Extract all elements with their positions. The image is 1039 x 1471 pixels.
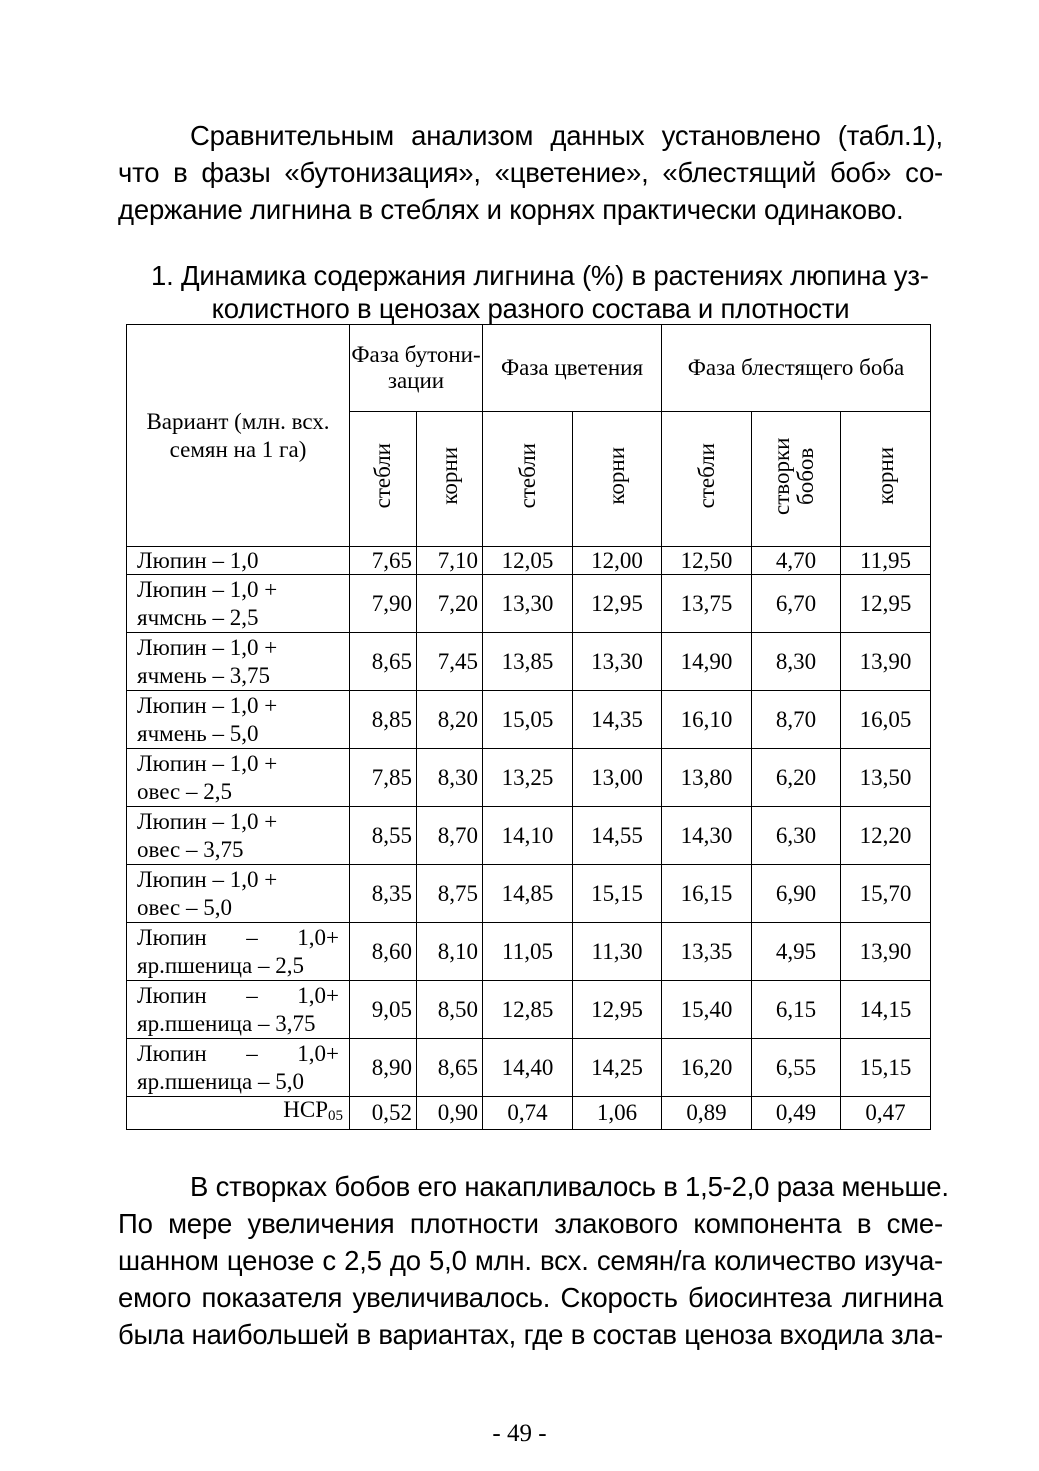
variant-text: овес – 2,5	[137, 778, 232, 804]
value-cell: 6,70	[752, 575, 841, 633]
subheader-roots: корни	[573, 412, 662, 547]
table-row	[127, 633, 931, 691]
value-cell: 12,95	[841, 575, 931, 633]
value-cell: 15,15	[573, 865, 662, 923]
value-cell: 13,35	[662, 923, 752, 981]
table-caption	[118, 259, 943, 325]
variant-text: Люпин	[137, 982, 207, 1008]
value-cell: 13,90	[841, 633, 931, 691]
variant-cell	[127, 691, 350, 749]
value-cell: 4,70	[752, 547, 841, 575]
value-cell: 8,60	[350, 923, 417, 981]
text-line: емого показателя увеличивалось. Скорость биосинтеза лигнина	[118, 1282, 943, 1313]
lsd-value-cell: 0,89	[662, 1097, 752, 1130]
value-cell: 8,50	[417, 981, 483, 1039]
value-cell: 15,05	[483, 691, 573, 749]
variant-text: Люпин – 1,0 +	[137, 808, 278, 834]
value-cell: 12,05	[483, 547, 573, 575]
value-cell: 14,90	[662, 633, 752, 691]
variant-text: Люпин	[137, 924, 207, 950]
variant-text: –	[246, 924, 258, 950]
text-line: В створках бобов его накапливалось в 1,5-2,0 раза меньше.	[190, 1171, 949, 1202]
variant-text: яр.пшеница – 5,0	[137, 1068, 304, 1094]
phase-header-budding: Фаза бутони-зации	[350, 325, 483, 412]
value-cell: 9,05	[350, 981, 417, 1039]
variant-text: Люпин – 1,0 +	[137, 692, 278, 718]
value-cell: 14,40	[483, 1039, 573, 1097]
variant-text: Люпин – 1,0	[137, 547, 259, 573]
value-cell: 8,65	[350, 633, 417, 691]
variant-cell	[127, 807, 350, 865]
variant-cell	[127, 1039, 350, 1097]
text-line: была наибольшей в вариантах, где в состав ценоза входила зла-	[118, 1319, 943, 1350]
variant-text: 1,0+	[297, 1040, 339, 1066]
value-cell: 13,30	[573, 633, 662, 691]
value-cell: 13,00	[573, 749, 662, 807]
value-cell: 12,20	[841, 807, 931, 865]
variant-cell	[127, 633, 350, 691]
value-cell: 8,90	[350, 1039, 417, 1097]
value-cell: 8,10	[417, 923, 483, 981]
lsd-row	[127, 1097, 931, 1130]
variant-text: яр.пшеница – 2,5	[137, 952, 304, 978]
value-cell: 8,30	[752, 633, 841, 691]
value-cell: 15,40	[662, 981, 752, 1039]
paragraph-intro	[118, 117, 943, 228]
variant-text: Люпин	[137, 1040, 207, 1066]
value-cell: 6,20	[752, 749, 841, 807]
value-cell: 14,25	[573, 1039, 662, 1097]
text-line: держание лигнина в стеблях и корнях практически одинаково.	[118, 194, 904, 225]
caption-line: 1. Динамика содержания лигнина (%) в растениях люпина уз-	[151, 260, 929, 291]
value-cell: 12,50	[662, 547, 752, 575]
value-cell: 7,10	[417, 547, 483, 575]
value-cell: 13,80	[662, 749, 752, 807]
value-cell: 14,15	[841, 981, 931, 1039]
lsd-value-cell: 1,06	[573, 1097, 662, 1130]
variant-text: –	[246, 982, 258, 1008]
table-row	[127, 1039, 931, 1097]
variant-cell	[127, 547, 350, 575]
value-cell: 7,65	[350, 547, 417, 575]
value-cell: 16,05	[841, 691, 931, 749]
value-cell: 16,20	[662, 1039, 752, 1097]
value-cell: 14,35	[573, 691, 662, 749]
value-cell: 6,55	[752, 1039, 841, 1097]
subheader-stems: стебли	[350, 412, 417, 547]
variant-cell	[127, 749, 350, 807]
variant-text: ячмснь – 2,5	[137, 604, 259, 630]
variant-text: Люпин – 1,0 +	[137, 866, 278, 892]
lsd-label-text: НСР	[283, 1097, 328, 1122]
caption-line: колистного в ценозах разного состава и плотности	[211, 293, 850, 324]
value-cell: 7,90	[350, 575, 417, 633]
value-cell: 7,85	[350, 749, 417, 807]
value-cell: 8,85	[350, 691, 417, 749]
value-cell: 14,85	[483, 865, 573, 923]
variant-text: 1,0+	[297, 982, 339, 1008]
variant-cell	[127, 923, 350, 981]
value-cell: 11,95	[841, 547, 931, 575]
table-row	[127, 547, 931, 575]
value-cell: 11,05	[483, 923, 573, 981]
value-cell: 15,70	[841, 865, 931, 923]
value-cell: 16,15	[662, 865, 752, 923]
value-cell: 13,25	[483, 749, 573, 807]
value-cell: 8,55	[350, 807, 417, 865]
page-number: - 49 -	[492, 1420, 547, 1447]
table-row	[127, 865, 931, 923]
value-cell: 12,85	[483, 981, 573, 1039]
lsd-value-cell: 0,52	[350, 1097, 417, 1130]
table-row	[127, 691, 931, 749]
value-cell: 6,90	[752, 865, 841, 923]
value-cell: 15,15	[841, 1039, 931, 1097]
value-cell: 7,20	[417, 575, 483, 633]
value-cell: 6,30	[752, 807, 841, 865]
value-cell: 11,30	[573, 923, 662, 981]
variant-header: Вариант (млн. всх. семян на 1 га)	[127, 325, 350, 547]
value-cell: 6,15	[752, 981, 841, 1039]
variant-cell	[127, 981, 350, 1039]
lsd-value-cell: 0,49	[752, 1097, 841, 1130]
value-cell: 8,30	[417, 749, 483, 807]
value-cell: 12,95	[573, 981, 662, 1039]
value-cell: 8,65	[417, 1039, 483, 1097]
lignin-table	[126, 324, 931, 1130]
text-line: По мере увеличения плотности злакового компонента в сме-	[118, 1208, 943, 1239]
lsd-value-cell: 0,47	[841, 1097, 931, 1130]
subheader-pod-valves: створки бобов	[752, 412, 841, 547]
variant-text: Люпин – 1,0 +	[137, 634, 278, 660]
variant-text: яр.пшеница – 3,75	[137, 1010, 316, 1036]
value-cell: 13,85	[483, 633, 573, 691]
value-cell: 13,90	[841, 923, 931, 981]
value-cell: 4,95	[752, 923, 841, 981]
lsd-label-subscript: 05	[328, 1108, 343, 1124]
table-row	[127, 923, 931, 981]
value-cell: 7,45	[417, 633, 483, 691]
variant-text: овес – 5,0	[137, 894, 232, 920]
variant-text: –	[246, 1040, 258, 1066]
value-cell: 14,30	[662, 807, 752, 865]
value-cell: 13,50	[841, 749, 931, 807]
text-line: что в фазы «бутонизация», «цветение», «блестящий боб» со-	[118, 157, 943, 188]
value-cell: 12,95	[573, 575, 662, 633]
value-cell: 8,20	[417, 691, 483, 749]
value-cell: 14,10	[483, 807, 573, 865]
lsd-value-cell: 0,90	[417, 1097, 483, 1130]
variant-text: ячмень – 3,75	[137, 662, 270, 688]
value-cell: 13,30	[483, 575, 573, 633]
phase-header-shiny-bean: Фаза блестящего боба	[662, 325, 931, 412]
variant-text: овес – 3,75	[137, 836, 244, 862]
variant-text: ячмень – 5,0	[137, 720, 259, 746]
lsd-label	[127, 1097, 350, 1130]
lsd-value-cell: 0,74	[483, 1097, 573, 1130]
value-cell: 8,70	[417, 807, 483, 865]
variant-text: Люпин – 1,0 +	[137, 750, 278, 776]
table-row	[127, 575, 931, 633]
table-row	[127, 981, 931, 1039]
text-line: шанном ценозе с 2,5 до 5,0 млн. всх. семян/га количество изуча-	[118, 1245, 943, 1276]
subheader-stems: стебли	[483, 412, 573, 547]
subheader-roots: корни	[841, 412, 931, 547]
subheader-stems: стебли	[662, 412, 752, 547]
value-cell: 8,70	[752, 691, 841, 749]
subheader-roots: корни	[417, 412, 483, 547]
text-line: Сравнительным анализом данных установлено (табл.1),	[190, 120, 943, 151]
value-cell: 12,00	[573, 547, 662, 575]
table-row	[127, 749, 931, 807]
table-row	[127, 807, 931, 865]
phase-header-flowering: Фаза цветения	[483, 325, 662, 412]
value-cell: 13,75	[662, 575, 752, 633]
value-cell: 16,10	[662, 691, 752, 749]
variant-text: Люпин – 1,0 +	[137, 576, 278, 602]
value-cell: 8,35	[350, 865, 417, 923]
variant-cell	[127, 575, 350, 633]
value-cell: 8,75	[417, 865, 483, 923]
variant-cell	[127, 865, 350, 923]
value-cell: 14,55	[573, 807, 662, 865]
variant-text: 1,0+	[297, 924, 339, 950]
paragraph-conclusion	[118, 1168, 949, 1353]
